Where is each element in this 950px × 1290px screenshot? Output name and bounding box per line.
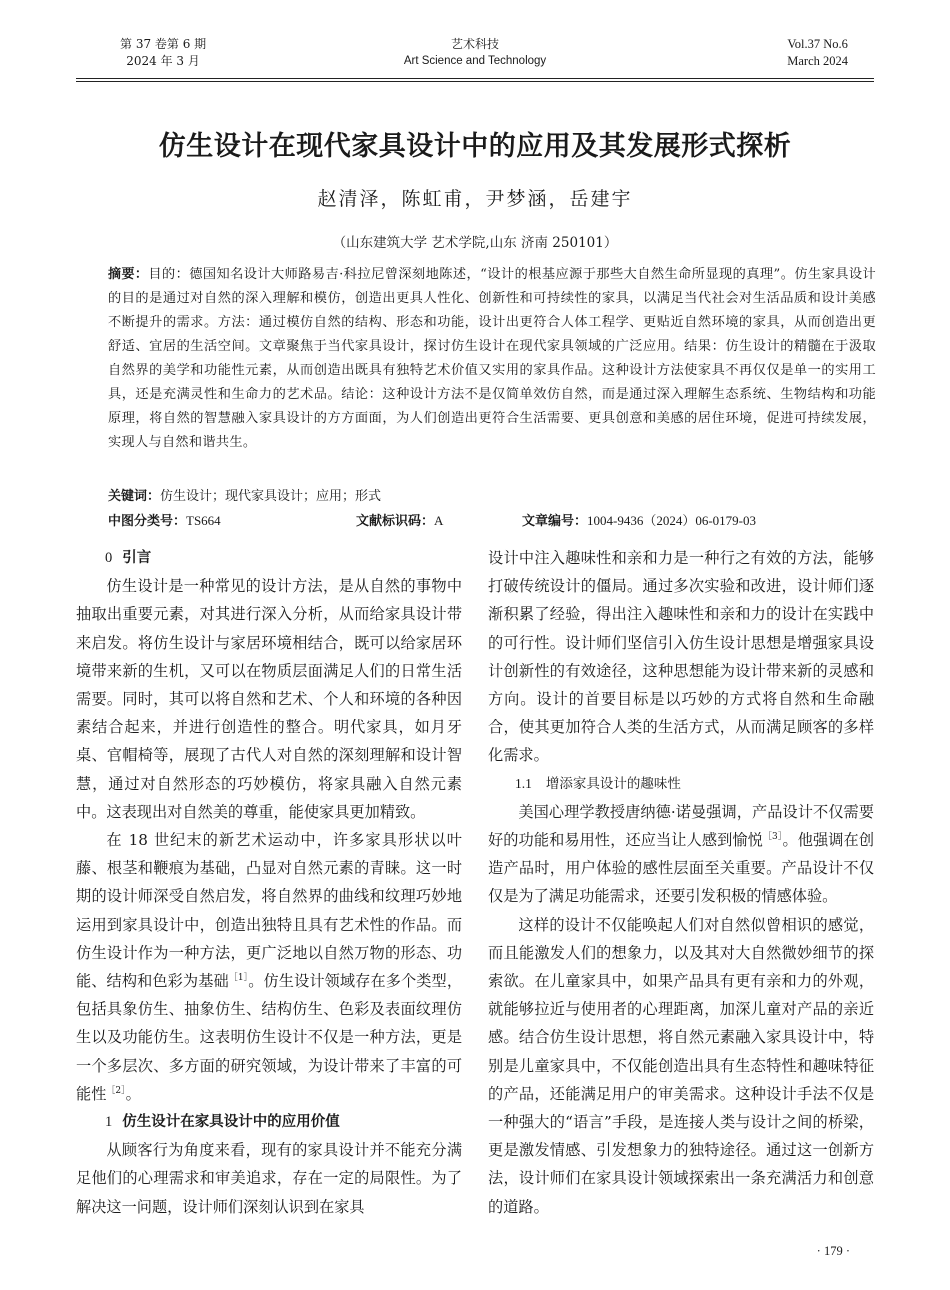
- article-title: 仿生设计在现代家具设计中的应用及其发展形式探析: [158, 131, 792, 162]
- volume-en: Vol.37 No.6: [787, 37, 848, 51]
- subsection-title: 增添家具设计的趣味性: [545, 775, 681, 792]
- paragraph-text: 。他强调在创造产品时，用户体验的感性层面至关重要。产品设计不仅仅是为了满足功能需求，还要引发积极的情感体验。: [488, 831, 875, 906]
- running-header-right: [787, 36, 848, 70]
- abstract-label: 摘要：: [108, 267, 149, 282]
- paragraph: 从顾客行为角度来看，现有的家具设计并不能充分满足他们的心理需求和审美追求，存在一定的局限性。为了解决这一问题，设计师们深刻认识到在家具: [76, 1141, 462, 1216]
- article-number-label: 文章编号：: [522, 514, 588, 529]
- volume-cn: 第 37 卷第 6 期: [120, 37, 207, 51]
- paragraph-text: 美国心理学教授唐纳德·诺曼强调，产品设计不仅需要好的功能和易用性，还应当让人感到愉悦: [488, 802, 874, 850]
- section-heading-1: [76, 1108, 462, 1136]
- paragraph: [76, 826, 462, 1108]
- section-heading-0: [76, 544, 462, 572]
- paragraph: 这样的设计不仅能唤起人们对自然似曾相识的感觉，而且能激发人们的想象力，以及其对大自然微妙细节的探索欲。在儿童家具中，如果产品具有更有亲和力的外观，就能够拉近与使用者的心理距离，加深儿童对产品的亲近感。结合仿生设计思想，将自然元素融入家具设计中，特别是儿童家具中，不仅能创造出具有生态特性和趣味特征的产品，还能满足用户的审美需求。这种设计手法不仅是一种强大的“语言”手段，是连接人类与设计之间的桥梁，更是激发情感、引发想象力的独特途径。通过这一创新方法，设计师们在家具设计领域探索出一条充满活力和创意的道路。: [488, 915, 874, 1216]
- classification-line: [108, 510, 876, 529]
- doc-code-label: 文献标识码：: [356, 514, 435, 529]
- journal-name-cn: 艺术科技: [450, 37, 499, 51]
- keywords: [108, 485, 381, 504]
- header-rule-thin: [76, 81, 874, 82]
- paragraph: 仿生设计是一种常见的设计方法，是从自然的事物中抽取出重要元素，对其进行深入分析，从而给家具设计带来启发。将仿生设计与家居环境相结合，既可以给家居环境带来新的生机，又可以在物质层面满足人们的日常生活需要。同时，其可以将自然和艺术、个人和环境的各种因素结合起来，并进行创造性的整合。明代家具，如月牙桌、官帽椅等，展现了古代人对自然的深刻理解和设计智慧，通过对自然形态的巧妙模仿，将家具融入自然元素中。这表现出对自然美的尊重，能使家具更加精致。: [76, 577, 462, 821]
- abstract-text: 目的：德国知名设计大师路易吉·科拉尼曾深刻地陈述，“设计的根基应源于那些大自然生命所显现的真理”。仿生家具设计的目的是通过对自然的深入理解和模仿，创造出更具人性化、创新性和可持续性的家具，以满足当代社会对生活品质和设计美感不断提升的需求。方法：通过模仿自然的结构、形态和功能，设计出更符合人体工程学、更贴近自然环境的家具，从而创造出更舒适、宜居的生活空间。文章聚焦于当代家具设计，探讨仿生设计在现代家具领域的广泛应用。结果：仿生设计的精髓在于汲取自然界的美学和功能性元素，从而创造出既具有独特艺术价值又实用的家具作品。这种设计方法使家具不再仅仅是单一的实用工具，还是充满灵性和生命力的艺术品。结论：这种设计方法不是仅简单效仿自然，而是通过深入理解生态系统、生物结构和功能原理，将自然的智慧融入家具设计的方方面面，为人们创造出更符合生活需要、更具创意和美感的居住环境，促进可持续发展，实现人与自然和谐共生。: [108, 267, 877, 450]
- date-en: March 2024: [787, 54, 848, 68]
- keywords-label: 关键词：: [108, 489, 161, 504]
- date-cn: 2024 年 3 月: [126, 54, 200, 68]
- paragraph-text: 在 18 世纪末的新艺术运动中，许多家具形状以叶藤、根茎和鞭痕为基础，凸显对自然元素的青睐。这一时期的设计师深受自然启发，将自然界的曲线和纹理巧妙地运用到家具设计中，创造出独特且具有艺术性的作品。而仿生设计作为一种方法，更广泛地以自然万物的形态、功能、结构和色彩为基础: [76, 831, 462, 991]
- citation-ref[interactable]: ［1］: [228, 973, 249, 984]
- paragraph: [488, 798, 874, 911]
- citation-ref[interactable]: ［3］: [762, 832, 783, 843]
- section-number: 0: [105, 550, 113, 566]
- keywords-text: 仿生设计；现代家具设计；应用；形式: [160, 489, 382, 504]
- subsection-heading-1-1: [488, 770, 874, 798]
- subsection-number: 1.1: [515, 775, 532, 791]
- header-rule: [76, 78, 874, 79]
- paragraph-text: 。仿生设计领域存在多个类型，包括具象仿生、抽象仿生、结构仿生、色彩及表面纹理仿生以及功能仿生。这表明仿生设计不仅是一种方法，更是一个多层次、多方面的研究领域，为设计带来了丰富的可能性: [76, 972, 463, 1103]
- page-number: · 179 ·: [816, 1244, 850, 1258]
- author-list: 赵清泽，陈虹甫，尹梦涵，岳建宇: [317, 188, 633, 210]
- journal-name-en: Art Science and Technology: [403, 55, 547, 67]
- abstract: [108, 263, 876, 455]
- section-title: 仿生设计在家具设计中的应用价值: [122, 1114, 340, 1131]
- affiliation: （山东建筑大学 艺术学院,山东 济南 250101）: [332, 235, 618, 251]
- clc-label: 中图分类号：: [108, 514, 187, 529]
- paragraph-text: 。: [125, 1084, 141, 1103]
- doc-code: [356, 510, 443, 529]
- section-number: 1: [105, 1114, 113, 1131]
- section-title: 引言: [122, 550, 152, 566]
- article-number-value: 1004-9436（2024）06-0179-03: [587, 513, 757, 528]
- body-column-left: [76, 544, 462, 1221]
- body-column-right: [488, 544, 874, 1221]
- doc-code-value: A: [434, 513, 444, 528]
- paragraph: 设计中注入趣味性和亲和力是一种行之有效的方法，能够打破传统设计的僵局。通过多次实验和改进，设计师们逐渐积累了经验，得出注入趣味性和亲和力的设计在实践中的可行性。设计师们坚信引入仿生设计思想是增强家具设计创新性的有效途径，这种思想能为设计带来新的灵感和方向。设计的首要目标是以巧妙的方式将自然和生命融合，使其更加符合人类的生活方式，从而满足顾客的多样化需求。: [488, 549, 874, 765]
- article-number: [522, 510, 756, 529]
- clc-value: TS664: [186, 513, 221, 528]
- citation-ref[interactable]: ［2］: [106, 1085, 126, 1096]
